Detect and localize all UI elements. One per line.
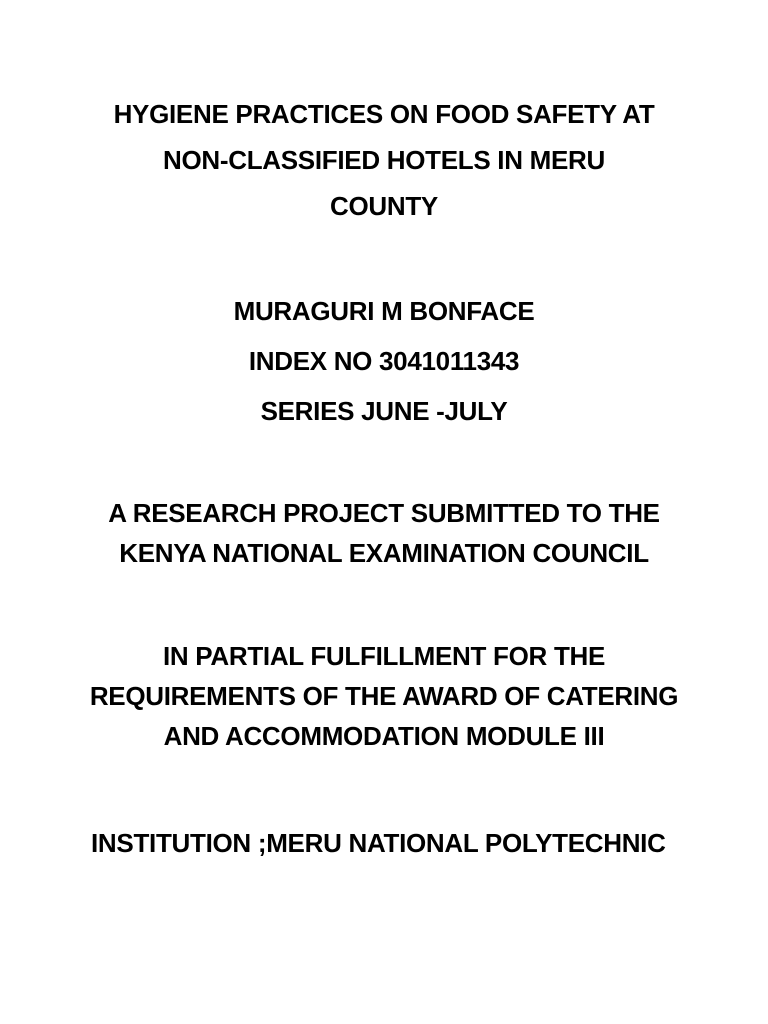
exam-series: SERIES JUNE -JULY	[260, 396, 508, 426]
fulfillment-line-1: IN PARTIAL FULFILLMENT FOR THE	[162, 641, 606, 671]
title-line-1: HYGIENE PRACTICES ON FOOD SAFETY AT	[113, 99, 655, 129]
institution-text: INSTITUTION ;MERU NATIONAL POLYTECHNIC	[91, 828, 666, 858]
index-number: INDEX NO 3041011343	[248, 346, 520, 376]
fulfillment-line-3: AND ACCOMMODATION MODULE III	[163, 721, 605, 751]
submission-line-1: A RESEARCH PROJECT SUBMITTED TO THE	[108, 498, 660, 528]
submission-statement	[0, 493, 768, 573]
title-line-3: COUNTY	[330, 191, 438, 221]
title-line-2: NON-CLASSIFIED HOTELS IN MERU	[163, 145, 605, 175]
fulfillment-statement	[0, 636, 768, 756]
institution-line	[91, 820, 731, 866]
author-name: MURAGURI M BONFACE	[233, 296, 535, 326]
document-title	[0, 91, 768, 229]
author-details	[0, 286, 768, 436]
fulfillment-line-2: REQUIREMENTS OF THE AWARD OF CATERING	[89, 681, 679, 711]
submission-line-2: KENYA NATIONAL EXAMINATION COUNCIL	[119, 538, 649, 568]
